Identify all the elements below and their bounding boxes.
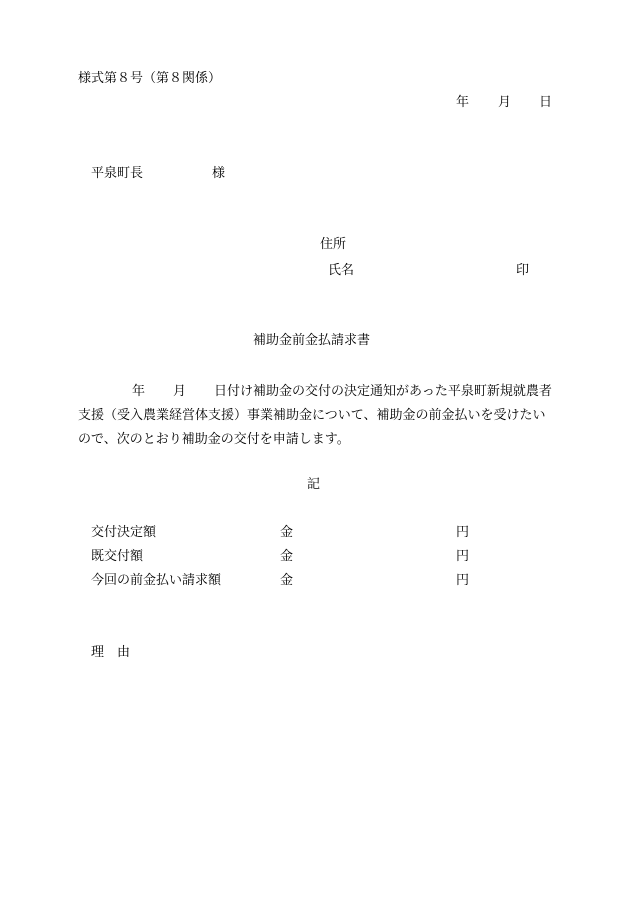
amount-prefix: 金	[280, 549, 294, 564]
form-number: 様式第８号（第８関係）	[78, 71, 222, 86]
date-day: 日	[539, 95, 553, 110]
addressee-name: 平泉町長	[91, 166, 144, 181]
amount-unit: 円	[456, 573, 470, 588]
body-year: 年	[132, 384, 146, 399]
date-year: 年	[456, 95, 470, 110]
name-label: 氏名	[328, 263, 355, 278]
document-title: 補助金前金払請求書	[253, 333, 371, 348]
amount-prefix: 金	[280, 525, 294, 540]
amount-label: 交付決定額	[91, 525, 157, 540]
body-month: 月	[173, 384, 187, 399]
amount-unit: 円	[456, 549, 470, 564]
amount-prefix: 金	[280, 573, 294, 588]
reason-label: 理 由	[91, 645, 131, 660]
addressee-suffix: 様	[212, 166, 226, 181]
ki-heading: 記	[307, 477, 321, 492]
seal-mark: 印	[516, 263, 530, 278]
amount-label: 既交付額	[91, 549, 144, 564]
date-month: 月	[498, 95, 512, 110]
amount-unit: 円	[456, 525, 470, 540]
body-paragraph	[78, 380, 554, 452]
amount-label: 今回の前金払い請求額	[91, 573, 222, 588]
body-text: 日付け補助金の交付の決定通知があった平泉町新規就農者支援（受入農業経営体支援）事業補助金について、補助金の前金払いを受けたいので、次のとおり補助金の交付を申請します。	[78, 384, 552, 447]
address-label: 住所	[320, 237, 347, 252]
